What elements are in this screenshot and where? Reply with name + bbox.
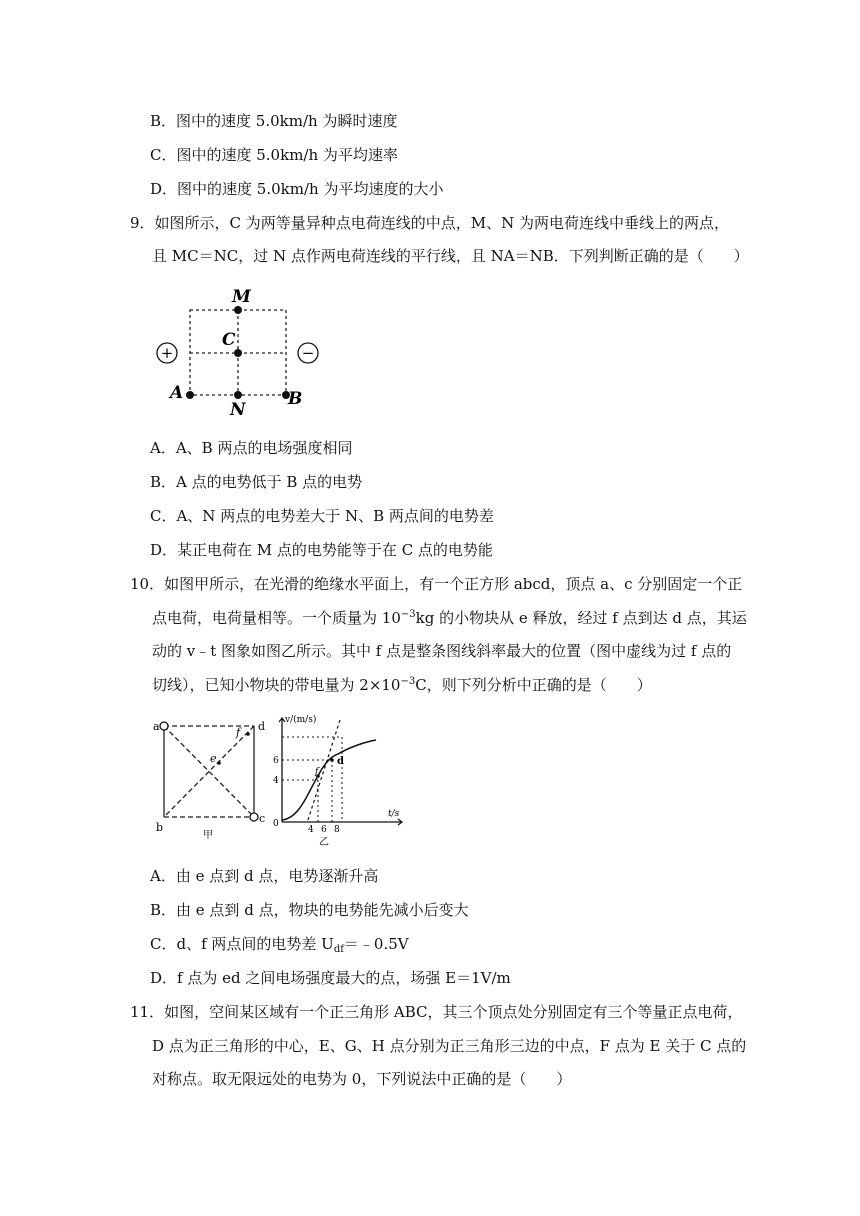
point-f-label: f bbox=[315, 767, 319, 777]
q9-option-c: C．A、N 两点的电势差大于 N、B 两点间的电势差 bbox=[150, 507, 494, 525]
q10-option-a: A．由 e 点到 d 点，电势逐渐升高 bbox=[150, 867, 379, 885]
x-tick-4: 4 bbox=[308, 825, 314, 835]
point-d-label: d bbox=[337, 756, 344, 767]
label-f: f bbox=[236, 726, 241, 739]
q9-option-b: B．A 点的电势低于 B 点的电势 bbox=[150, 473, 363, 491]
q11-stem-line3: 对称点。取无限远处的电势为 0，下列说法中正确的是（ ） bbox=[152, 1070, 572, 1088]
x-tick-8: 8 bbox=[334, 825, 340, 835]
q10-stem-line4: 切线），已知小物块的带电量为 $2\times 10^{-3}C$，则下列分析中正确的是（ ） bbox=[152, 676, 652, 694]
q8-option-d: D．图中的速度 5.0km/h 为平均速度的大小 bbox=[150, 180, 444, 198]
label-m: M bbox=[232, 287, 251, 307]
x-axis-label: t/s bbox=[388, 809, 400, 819]
q10-figure-vt-graph bbox=[270, 712, 410, 850]
y-tick-4: 4 bbox=[273, 776, 279, 786]
q11-stem-line1: 11．如图，空间某区域有一个正三角形 ABC，其三个顶点处分别固定有三个等量正点电荷， bbox=[130, 1003, 743, 1021]
q10-figure-square bbox=[150, 712, 270, 847]
label-b: b bbox=[156, 821, 164, 834]
label-c: C bbox=[222, 330, 236, 350]
minus-sign: − bbox=[301, 344, 315, 362]
label-d: d bbox=[258, 720, 266, 733]
q10-option-b: B．由 e 点到 d 点，物块的电势能先减小后变大 bbox=[150, 901, 469, 919]
x-tick-6: 6 bbox=[321, 825, 327, 835]
y-axis-label: v/(m/s) bbox=[285, 715, 317, 725]
q8-option-c: C．图中的速度 5.0km/h 为平均速率 bbox=[150, 146, 398, 164]
label-b: B bbox=[288, 389, 303, 409]
label-c: c bbox=[259, 812, 266, 825]
plus-sign: + bbox=[160, 344, 174, 362]
q9-figure-charges bbox=[150, 280, 330, 420]
q10-stem-line3: 动的 v﹣t 图象如图乙所示。其中 f 点是整条图线斜率最大的位置（图中虚线为过 f 点的 bbox=[152, 642, 732, 660]
origin-label: 0 bbox=[273, 819, 279, 829]
q10-option-c: C．d、f 两点间的电势差 $U_{df}=﹣0.5V$ bbox=[150, 935, 409, 955]
q8-option-b: B．图中的速度 5.0km/h 为瞬时速度 bbox=[150, 112, 398, 130]
label-a: a bbox=[153, 720, 160, 733]
q10-stem-line2: 点电荷，电荷量相等。一个质量为 $10^{-3}kg$ 的小物块从 e 释放，经过 f 点到达 d 点，其运 bbox=[152, 609, 747, 627]
label-a: A bbox=[170, 383, 184, 403]
q9-stem-line2: 且 MC＝NC，过 N 点作两电荷连线的平行线，且 NA＝NB．下列判断正确的是（ ） bbox=[152, 247, 749, 265]
q9-option-d: D．某正电荷在 M 点的电势能等于在 C 点的电势能 bbox=[150, 541, 493, 559]
q10-option-d: D．f 点为 ed 之间电场强度最大的点，场强 E＝1V/m bbox=[150, 969, 511, 987]
q11-stem-line2: D 点为正三角形的中心，E、G、H 点分别为正三角形三边的中点，F 点为 E 关于 C 点的 bbox=[152, 1037, 747, 1055]
caption-jia: 甲 bbox=[203, 830, 213, 841]
label-e: e bbox=[210, 752, 217, 765]
caption-yi: 乙 bbox=[319, 837, 329, 848]
q9-stem-line1: 9．如图所示，C 为两等量异种点电荷连线的中点，M、N 为两电荷连线中垂线上的两点， bbox=[130, 214, 730, 232]
q10-stem-line1: 10．如图甲所示，在光滑的绝缘水平面上，有一个正方形 abcd，顶点 a、c 分别固定一个正 bbox=[130, 575, 743, 593]
y-tick-6: 6 bbox=[273, 756, 279, 766]
q9-option-a: A．A、B 两点的电场强度相同 bbox=[150, 439, 353, 457]
label-n: N bbox=[230, 400, 246, 420]
